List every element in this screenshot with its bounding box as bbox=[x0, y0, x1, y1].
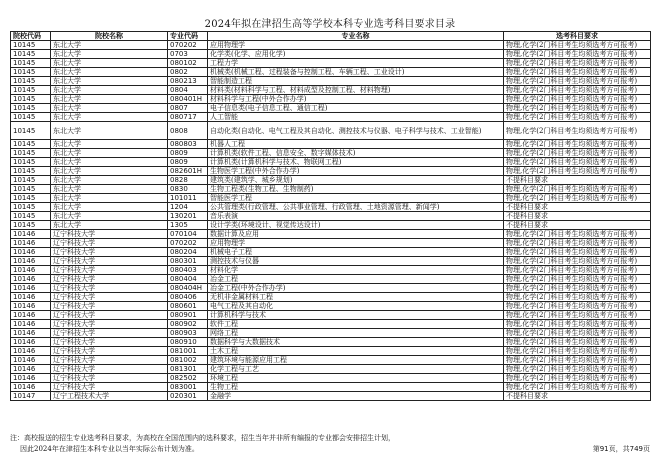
school-name-cell: 辽宁科技大学 bbox=[51, 275, 168, 284]
requirement-cell: 不提科目要求 bbox=[504, 203, 651, 212]
school-name-cell: 东北大学 bbox=[51, 86, 168, 95]
requirement-cell: 物理,化学(2门科目考生均须选考方可报考) bbox=[504, 302, 651, 311]
major-code-cell: 080903 bbox=[168, 329, 208, 338]
requirement-cell: 物理,化学(2门科目考生均须选考方可报考) bbox=[504, 194, 651, 203]
school-name-cell: 辽宁科技大学 bbox=[51, 248, 168, 257]
major-code-cell: 081002 bbox=[168, 356, 208, 365]
major-code-cell: 0804 bbox=[168, 86, 208, 95]
major-name-cell: 计算机类(计算机科学与技术、物联网工程) bbox=[208, 158, 504, 167]
school-code-cell: 10146 bbox=[11, 257, 51, 266]
school-name-cell: 东北大学 bbox=[51, 185, 168, 194]
school-code-cell: 10146 bbox=[11, 239, 51, 248]
major-name-cell: 金融学 bbox=[208, 392, 504, 401]
requirement-cell: 物理,化学(2门科目考生均须选考方可报考) bbox=[504, 140, 651, 149]
table-row bbox=[11, 248, 651, 257]
school-code-cell: 10145 bbox=[11, 140, 51, 149]
major-code-cell: 080717 bbox=[168, 113, 208, 122]
table-row bbox=[11, 293, 651, 302]
school-name-cell: 辽宁科技大学 bbox=[51, 374, 168, 383]
requirements-table bbox=[10, 31, 651, 401]
major-code-cell: 070104 bbox=[168, 230, 208, 239]
major-name-cell: 土木工程 bbox=[208, 347, 504, 356]
school-name-cell: 东北大学 bbox=[51, 68, 168, 77]
major-name-cell: 应用物理学 bbox=[208, 239, 504, 248]
school-name-cell: 东北大学 bbox=[51, 41, 168, 50]
school-code-cell: 10146 bbox=[11, 293, 51, 302]
school-code-cell: 10145 bbox=[11, 185, 51, 194]
school-code-cell: 10146 bbox=[11, 311, 51, 320]
table-row bbox=[11, 203, 651, 212]
table-row bbox=[11, 347, 651, 356]
school-name-cell: 辽宁工程技术大学 bbox=[51, 392, 168, 401]
table-row bbox=[11, 167, 651, 176]
school-code-cell: 10145 bbox=[11, 194, 51, 203]
school-code-cell: 10145 bbox=[11, 122, 51, 140]
school-code-cell: 10146 bbox=[11, 329, 51, 338]
school-code-cell: 10145 bbox=[11, 113, 51, 122]
table-row bbox=[11, 365, 651, 374]
requirement-cell: 物理,化学(2门科目考生均须选考方可报考) bbox=[504, 248, 651, 257]
major-code-cell: 081001 bbox=[168, 347, 208, 356]
requirement-cell: 物理,化学(2门科目考生均须选考方可报考) bbox=[504, 158, 651, 167]
major-code-cell: 080902 bbox=[168, 320, 208, 329]
table-row bbox=[11, 95, 651, 104]
school-code-cell: 10146 bbox=[11, 374, 51, 383]
table-row bbox=[11, 104, 651, 113]
table-row bbox=[11, 230, 651, 239]
major-code-cell: 080910 bbox=[168, 338, 208, 347]
requirement-cell: 物理,化学(2门科目考生均须选考方可报考) bbox=[504, 329, 651, 338]
major-code-cell: 080204 bbox=[168, 248, 208, 257]
major-name-cell: 计算机科学与技术 bbox=[208, 311, 504, 320]
major-name-cell: 智能医学工程 bbox=[208, 194, 504, 203]
major-code-cell: 020301 bbox=[168, 392, 208, 401]
table-row bbox=[11, 311, 651, 320]
major-name-cell: 建筑类(建筑学、城乡规划) bbox=[208, 176, 504, 185]
major-code-cell: 082601H bbox=[168, 167, 208, 176]
major-name-cell: 应用物理学 bbox=[208, 41, 504, 50]
header-school-code: 院校代码 bbox=[11, 32, 51, 41]
school-name-cell: 东北大学 bbox=[51, 77, 168, 86]
table-row bbox=[11, 41, 651, 50]
major-code-cell: 0703 bbox=[168, 50, 208, 59]
requirement-cell: 物理,化学(2门科目考生均须选考方可报考) bbox=[504, 239, 651, 248]
school-code-cell: 10145 bbox=[11, 86, 51, 95]
school-name-cell: 辽宁科技大学 bbox=[51, 320, 168, 329]
major-name-cell: 环境工程 bbox=[208, 374, 504, 383]
table-row bbox=[11, 374, 651, 383]
table-row bbox=[11, 50, 651, 59]
table-row bbox=[11, 140, 651, 149]
major-code-cell: 080901 bbox=[168, 311, 208, 320]
major-name-cell: 冶金工程(中外合作办学) bbox=[208, 284, 504, 293]
school-name-cell: 辽宁科技大学 bbox=[51, 230, 168, 239]
table-row bbox=[11, 77, 651, 86]
requirement-cell: 物理,化学(2门科目考生均须选考方可报考) bbox=[504, 113, 651, 122]
major-name-cell: 软件工程 bbox=[208, 320, 504, 329]
major-name-cell: 生物工程类(生物工程、生物制药) bbox=[208, 185, 504, 194]
school-name-cell: 东北大学 bbox=[51, 113, 168, 122]
table-row bbox=[11, 257, 651, 266]
requirement-cell: 物理,化学(2门科目考生均须选考方可报考) bbox=[504, 167, 651, 176]
major-code-cell: 0808 bbox=[168, 122, 208, 140]
major-code-cell: 0809 bbox=[168, 158, 208, 167]
table-row bbox=[11, 149, 651, 158]
table-row bbox=[11, 302, 651, 311]
school-code-cell: 10146 bbox=[11, 266, 51, 275]
school-code-cell: 10145 bbox=[11, 176, 51, 185]
school-code-cell: 10147 bbox=[11, 392, 51, 401]
major-name-cell: 人工智能 bbox=[208, 113, 504, 122]
footnote-line-2: 因此2024年在津招生本科专业以当年实际公布计划为准。 bbox=[20, 445, 199, 453]
table-row bbox=[11, 122, 651, 140]
major-code-cell: 0828 bbox=[168, 176, 208, 185]
table-row bbox=[11, 392, 651, 401]
school-code-cell: 10145 bbox=[11, 158, 51, 167]
major-code-cell: 070202 bbox=[168, 41, 208, 50]
table-row bbox=[11, 113, 651, 122]
school-code-cell: 10146 bbox=[11, 338, 51, 347]
requirement-cell: 物理,化学(2门科目考生均须选考方可报考) bbox=[504, 293, 651, 302]
school-name-cell: 辽宁科技大学 bbox=[51, 338, 168, 347]
major-name-cell: 智能制造工程 bbox=[208, 77, 504, 86]
requirement-cell: 物理,化学(2门科目考生均须选考方可报考) bbox=[504, 347, 651, 356]
major-code-cell: 130201 bbox=[168, 212, 208, 221]
school-name-cell: 辽宁科技大学 bbox=[51, 365, 168, 374]
requirement-cell: 物理,化学(2门科目考生均须选考方可报考) bbox=[504, 320, 651, 329]
requirement-cell: 物理,化学(2门科目考生均须选考方可报考) bbox=[504, 374, 651, 383]
major-code-cell: 1305 bbox=[168, 221, 208, 230]
major-name-cell: 自动化类(自动化、电气工程及其自动化、测控技术与仪器、电子科学与技术、工业智能) bbox=[208, 122, 504, 140]
school-name-cell: 东北大学 bbox=[51, 95, 168, 104]
table-row bbox=[11, 86, 651, 95]
school-name-cell: 辽宁科技大学 bbox=[51, 356, 168, 365]
major-code-cell: 080406 bbox=[168, 293, 208, 302]
requirement-cell: 不提科目要求 bbox=[504, 176, 651, 185]
requirement-cell: 不提科目要求 bbox=[504, 221, 651, 230]
major-name-cell: 测控技术与仪器 bbox=[208, 257, 504, 266]
major-code-cell: 080213 bbox=[168, 77, 208, 86]
major-code-cell: 082502 bbox=[168, 374, 208, 383]
requirement-cell: 物理,化学(2门科目考生均须选考方可报考) bbox=[504, 41, 651, 50]
major-name-cell: 工程力学 bbox=[208, 59, 504, 68]
school-name-cell: 东北大学 bbox=[51, 122, 168, 140]
requirement-cell: 物理,化学(2门科目考生均须选考方可报考) bbox=[504, 68, 651, 77]
school-name-cell: 东北大学 bbox=[51, 194, 168, 203]
major-name-cell: 生物工程 bbox=[208, 383, 504, 392]
major-name-cell: 化学工程与工艺 bbox=[208, 365, 504, 374]
school-name-cell: 东北大学 bbox=[51, 212, 168, 221]
table-row bbox=[11, 266, 651, 275]
school-name-cell: 辽宁科技大学 bbox=[51, 347, 168, 356]
requirement-cell: 不提科目要求 bbox=[504, 212, 651, 221]
major-name-cell: 生物医学工程(中外合作办学) bbox=[208, 167, 504, 176]
school-code-cell: 10145 bbox=[11, 104, 51, 113]
school-code-cell: 10146 bbox=[11, 284, 51, 293]
footnote bbox=[10, 433, 570, 455]
requirement-cell: 物理,化学(2门科目考生均须选考方可报考) bbox=[504, 77, 651, 86]
header-major-code: 专业代码 bbox=[168, 32, 208, 41]
school-code-cell: 10145 bbox=[11, 203, 51, 212]
major-name-cell: 网络工程 bbox=[208, 329, 504, 338]
school-name-cell: 东北大学 bbox=[51, 158, 168, 167]
major-name-cell: 材料类(材料科学与工程、材料成型及控制工程、材料物理) bbox=[208, 86, 504, 95]
major-name-cell: 电气工程及其自动化 bbox=[208, 302, 504, 311]
page-title: 2024年拟在津招生高等学校本科专业选考科目要求目录 bbox=[204, 19, 456, 30]
major-name-cell: 音乐表演 bbox=[208, 212, 504, 221]
school-name-cell: 辽宁科技大学 bbox=[51, 302, 168, 311]
school-code-cell: 10145 bbox=[11, 167, 51, 176]
school-name-cell: 东北大学 bbox=[51, 167, 168, 176]
major-code-cell: 1204 bbox=[168, 203, 208, 212]
school-code-cell: 10146 bbox=[11, 230, 51, 239]
school-code-cell: 10145 bbox=[11, 149, 51, 158]
table-row bbox=[11, 356, 651, 365]
requirement-cell: 物理,化学(2门科目考生均须选考方可报考) bbox=[504, 59, 651, 68]
table-row bbox=[11, 383, 651, 392]
school-code-cell: 10146 bbox=[11, 302, 51, 311]
school-code-cell: 10146 bbox=[11, 320, 51, 329]
school-code-cell: 10145 bbox=[11, 221, 51, 230]
major-name-cell: 机器人工程 bbox=[208, 140, 504, 149]
major-name-cell: 数据计算及应用 bbox=[208, 230, 504, 239]
major-name-cell: 计算机类(软件工程、信息安全、数字媒体技术) bbox=[208, 149, 504, 158]
requirement-cell: 物理,化学(2门科目考生均须选考方可报考) bbox=[504, 230, 651, 239]
school-name-cell: 东北大学 bbox=[51, 50, 168, 59]
school-name-cell: 辽宁科技大学 bbox=[51, 383, 168, 392]
table-row bbox=[11, 338, 651, 347]
school-code-cell: 10146 bbox=[11, 347, 51, 356]
school-name-cell: 辽宁科技大学 bbox=[51, 266, 168, 275]
header-school-name: 院校名称 bbox=[51, 32, 168, 41]
footnote-line-1: 注：高校报送的招生专业选考科目要求，为高校在全国范围内的选科要求，招生当年并非所有编报的专业都会安排招生计划， bbox=[10, 434, 395, 442]
school-name-cell: 辽宁科技大学 bbox=[51, 257, 168, 266]
major-name-cell: 材料化学 bbox=[208, 266, 504, 275]
table-row bbox=[11, 194, 651, 203]
school-code-cell: 10145 bbox=[11, 77, 51, 86]
table-row bbox=[11, 239, 651, 248]
table-row bbox=[11, 212, 651, 221]
major-code-cell: 080601 bbox=[168, 302, 208, 311]
table-row bbox=[11, 275, 651, 284]
header-major-name: 专业名称 bbox=[208, 32, 504, 41]
requirement-cell: 物理,化学(2门科目考生均须选考方可报考) bbox=[504, 383, 651, 392]
school-code-cell: 10146 bbox=[11, 356, 51, 365]
school-code-cell: 10146 bbox=[11, 248, 51, 257]
school-code-cell: 10145 bbox=[11, 50, 51, 59]
major-code-cell: 080403 bbox=[168, 266, 208, 275]
school-name-cell: 东北大学 bbox=[51, 149, 168, 158]
requirement-cell: 物理,化学(2门科目考生均须选考方可报考) bbox=[504, 86, 651, 95]
major-name-cell: 机械电子工程 bbox=[208, 248, 504, 257]
table-row bbox=[11, 158, 651, 167]
school-name-cell: 辽宁科技大学 bbox=[51, 239, 168, 248]
requirement-cell: 物理,化学(2门科目考生均须选考方可报考) bbox=[504, 149, 651, 158]
table-header-row bbox=[11, 32, 651, 41]
major-code-cell: 101011 bbox=[168, 194, 208, 203]
requirement-cell: 物理,化学(2门科目考生均须选考方可报考) bbox=[504, 338, 651, 347]
school-name-cell: 辽宁科技大学 bbox=[51, 311, 168, 320]
major-code-cell: 080401H bbox=[168, 95, 208, 104]
major-code-cell: 0807 bbox=[168, 104, 208, 113]
school-name-cell: 辽宁科技大学 bbox=[51, 293, 168, 302]
major-code-cell: 0809 bbox=[168, 149, 208, 158]
school-code-cell: 10146 bbox=[11, 383, 51, 392]
page-number: 第91页，共749页 bbox=[592, 445, 650, 453]
requirement-cell: 物理,化学(2门科目考生均须选考方可报考) bbox=[504, 356, 651, 365]
table-body bbox=[11, 41, 651, 401]
major-name-cell: 电子信息类(电子信息工程、通信工程) bbox=[208, 104, 504, 113]
major-name-cell: 公共管理类(行政管理、公共事业管理、行政管理、土地资源管理、新闻学) bbox=[208, 203, 504, 212]
requirement-cell: 物理,化学(2门科目考生均须选考方可报考) bbox=[504, 185, 651, 194]
major-name-cell: 无机非金属材料工程 bbox=[208, 293, 504, 302]
major-code-cell: 081301 bbox=[168, 365, 208, 374]
school-name-cell: 东北大学 bbox=[51, 59, 168, 68]
major-code-cell: 080404H bbox=[168, 284, 208, 293]
major-code-cell: 083001 bbox=[168, 383, 208, 392]
major-code-cell: 080803 bbox=[168, 140, 208, 149]
requirement-cell: 物理,化学(2门科目考生均须选考方可报考) bbox=[504, 284, 651, 293]
table-row bbox=[11, 185, 651, 194]
major-name-cell: 机械类(机械工程、过程装备与控制工程、车辆工程、工业设计) bbox=[208, 68, 504, 77]
major-code-cell: 080404 bbox=[168, 275, 208, 284]
requirement-cell: 不提科目要求 bbox=[504, 392, 651, 401]
requirement-cell: 物理,化学(2门科目考生均须选考方可报考) bbox=[504, 275, 651, 284]
major-code-cell: 070202 bbox=[168, 239, 208, 248]
requirement-cell: 物理,化学(2门科目考生均须选考方可报考) bbox=[504, 365, 651, 374]
table-row bbox=[11, 176, 651, 185]
school-name-cell: 辽宁科技大学 bbox=[51, 284, 168, 293]
requirement-cell: 物理,化学(2门科目考生均须选考方可报考) bbox=[504, 104, 651, 113]
school-code-cell: 10145 bbox=[11, 41, 51, 50]
school-name-cell: 东北大学 bbox=[51, 176, 168, 185]
school-name-cell: 东北大学 bbox=[51, 104, 168, 113]
major-code-cell: 0802 bbox=[168, 68, 208, 77]
requirement-cell: 物理,化学(2门科目考生均须选考方可报考) bbox=[504, 266, 651, 275]
school-code-cell: 10145 bbox=[11, 212, 51, 221]
school-name-cell: 东北大学 bbox=[51, 203, 168, 212]
requirement-cell: 物理,化学(2门科目考生均须选考方可报考) bbox=[504, 257, 651, 266]
table-row bbox=[11, 59, 651, 68]
school-code-cell: 10146 bbox=[11, 275, 51, 284]
major-name-cell: 冶金工程 bbox=[208, 275, 504, 284]
major-code-cell: 0830 bbox=[168, 185, 208, 194]
major-name-cell: 材料科学与工程(中外合作办学) bbox=[208, 95, 504, 104]
header-requirement: 选考科目要求 bbox=[504, 32, 651, 41]
school-code-cell: 10145 bbox=[11, 95, 51, 104]
school-name-cell: 东北大学 bbox=[51, 221, 168, 230]
school-name-cell: 东北大学 bbox=[51, 140, 168, 149]
major-name-cell: 建筑环境与能源应用工程 bbox=[208, 356, 504, 365]
table-row bbox=[11, 68, 651, 77]
requirement-cell: 物理,化学(2门科目考生均须选考方可报考) bbox=[504, 122, 651, 140]
requirement-cell: 物理,化学(2门科目考生均须选考方可报考) bbox=[504, 311, 651, 320]
school-name-cell: 辽宁科技大学 bbox=[51, 329, 168, 338]
major-name-cell: 化学类(化学、应用化学) bbox=[208, 50, 504, 59]
major-code-cell: 080102 bbox=[168, 59, 208, 68]
requirement-cell: 物理,化学(2门科目考生均须选考方可报考) bbox=[504, 50, 651, 59]
requirement-cell: 物理,化学(2门科目考生均须选考方可报考) bbox=[504, 95, 651, 104]
major-name-cell: 设计学类(环境设计、视觉传达设计) bbox=[208, 221, 504, 230]
table-row bbox=[11, 329, 651, 338]
major-name-cell: 数据科学与大数据技术 bbox=[208, 338, 504, 347]
school-code-cell: 10145 bbox=[11, 68, 51, 77]
school-code-cell: 10145 bbox=[11, 59, 51, 68]
major-code-cell: 080301 bbox=[168, 257, 208, 266]
table-row bbox=[11, 284, 651, 293]
school-code-cell: 10146 bbox=[11, 365, 51, 374]
table-row bbox=[11, 221, 651, 230]
table-row bbox=[11, 320, 651, 329]
